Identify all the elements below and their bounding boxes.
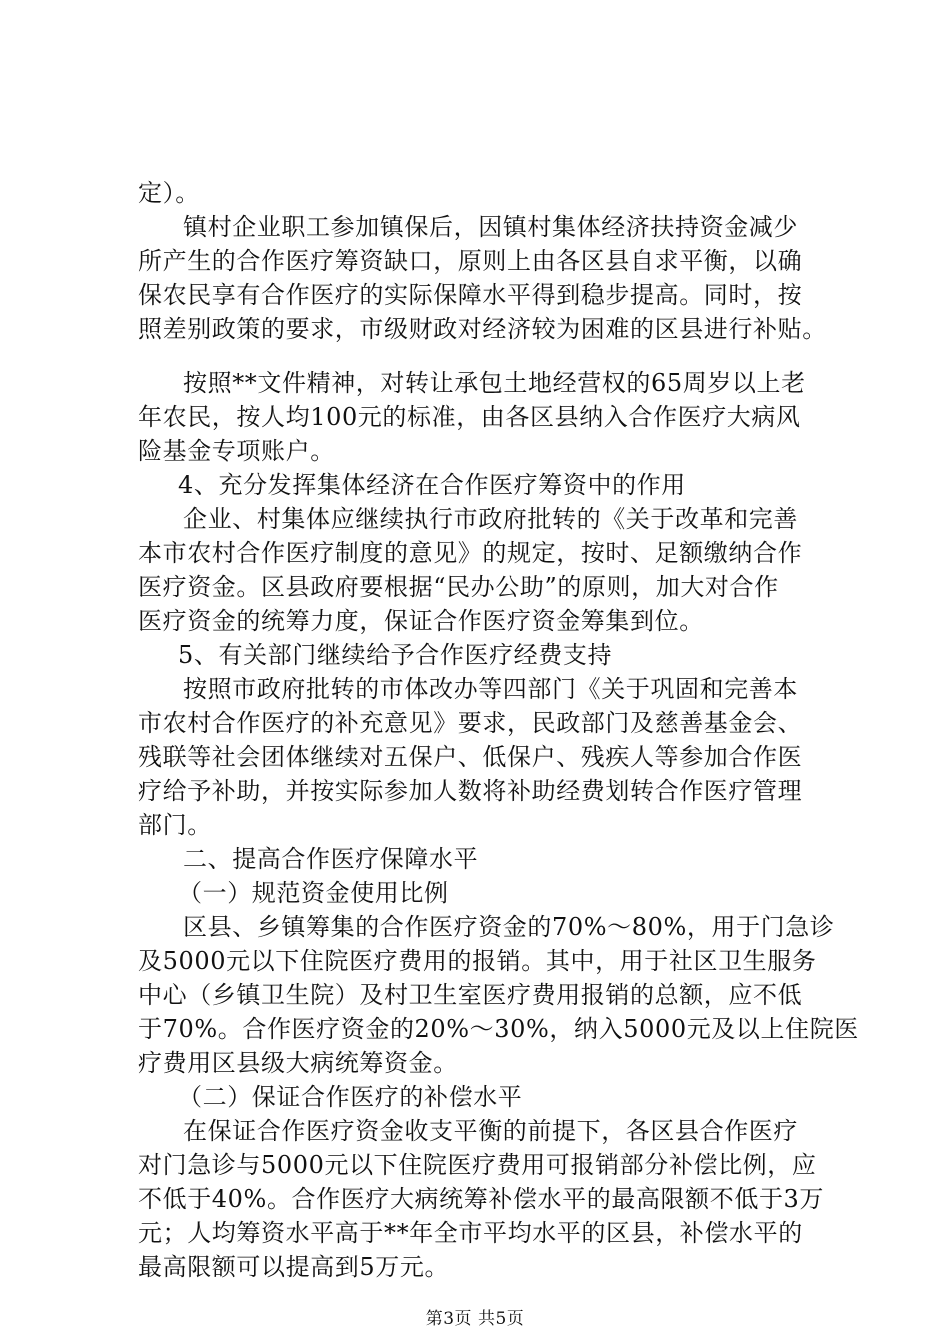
- section-heading: 5、有关部门继续给予合作医疗经费支持: [178, 641, 613, 669]
- text-line: 保农民享有合作医疗的实际保障水平得到稳步提高。同时，按: [138, 281, 803, 309]
- section-heading: 二、提高合作医疗保障水平: [183, 845, 479, 873]
- text-line: 医疗资金。区县政府要根据“民办公助”的原则，加大对合作: [138, 573, 779, 601]
- text-line: 中心（乡镇卫生院）及村卫生室医疗费用报销的总额，应不低: [138, 981, 803, 1009]
- paragraph-start: 企业、村集体应继续执行市政府批转的《关于改革和完善: [183, 505, 798, 533]
- text-line: 最高限额可以提高到5万元。: [138, 1253, 450, 1281]
- paragraph-start: 镇村企业职工参加镇保后，因镇村集体经济扶持资金减少: [183, 213, 798, 241]
- text-line: 疗给予补助，并按实际参加人数将补助经费划转合作医疗管理: [138, 777, 803, 805]
- text-line: 元；人均筹资水平高于**年全市平均水平的区县，补偿水平的: [138, 1219, 803, 1247]
- text-line: 对门急诊与5000元以下住院医疗费用可报销部分补偿比例，应: [138, 1151, 817, 1179]
- text-line: 部门。: [138, 811, 212, 839]
- page-number-footer: 第3页 共5页: [425, 1309, 525, 1329]
- paragraph-start: 在保证合作医疗资金收支平衡的前提下，各区县合作医疗: [183, 1117, 798, 1145]
- paragraph-start: 按照市政府批转的市体改办等四部门《关于巩固和完善本: [183, 675, 798, 703]
- text-line: 险基金专项账户。: [138, 437, 335, 465]
- text-line: 疗费用区县级大病统筹资金。: [138, 1049, 458, 1077]
- text-line: 残联等社会团体继续对五保户、低保户、残疾人等参加合作医: [138, 743, 803, 771]
- text-line: 定）。: [138, 179, 200, 207]
- text-line: 照差别政策的要求，市级财政对经济较为困难的区县进行补贴。: [138, 315, 827, 343]
- subsection-heading: （二）保证合作医疗的补偿水平: [178, 1083, 523, 1111]
- subsection-heading: （一）规范资金使用比例: [178, 879, 449, 907]
- section-heading: 4、充分发挥集体经济在合作医疗筹资中的作用: [178, 471, 686, 499]
- text-line: 医疗资金的统筹力度，保证合作医疗资金筹集到位。: [138, 607, 704, 635]
- text-line: 所产生的合作医疗筹资缺口，原则上由各区县自求平衡，以确: [138, 247, 803, 275]
- text-line: 本市农村合作医疗制度的意见》的规定，按时、足额缴纳合作: [138, 539, 803, 567]
- text-line: 年农民，按人均100元的标准，由各区县纳入合作医疗大病风: [138, 403, 801, 431]
- paragraph-start: 区县、乡镇筹集的合作医疗资金的70%～80%，用于门急诊: [183, 913, 835, 941]
- text-line: 及5000元以下住院医疗费用的报销。其中，用于社区卫生服务: [138, 947, 817, 975]
- paragraph-start: 按照**文件精神，对转让承包土地经营权的65周岁以上老: [183, 369, 806, 397]
- text-line: 市农村合作医疗的补充意见》要求，民政部门及慈善基金会、: [138, 709, 803, 737]
- text-line: 于70%。合作医疗资金的20%～30%，纳入5000元及以上住院医: [138, 1015, 859, 1043]
- text-line: 不低于40%。合作医疗大病统筹补偿水平的最高限额不低于3万: [138, 1185, 825, 1213]
